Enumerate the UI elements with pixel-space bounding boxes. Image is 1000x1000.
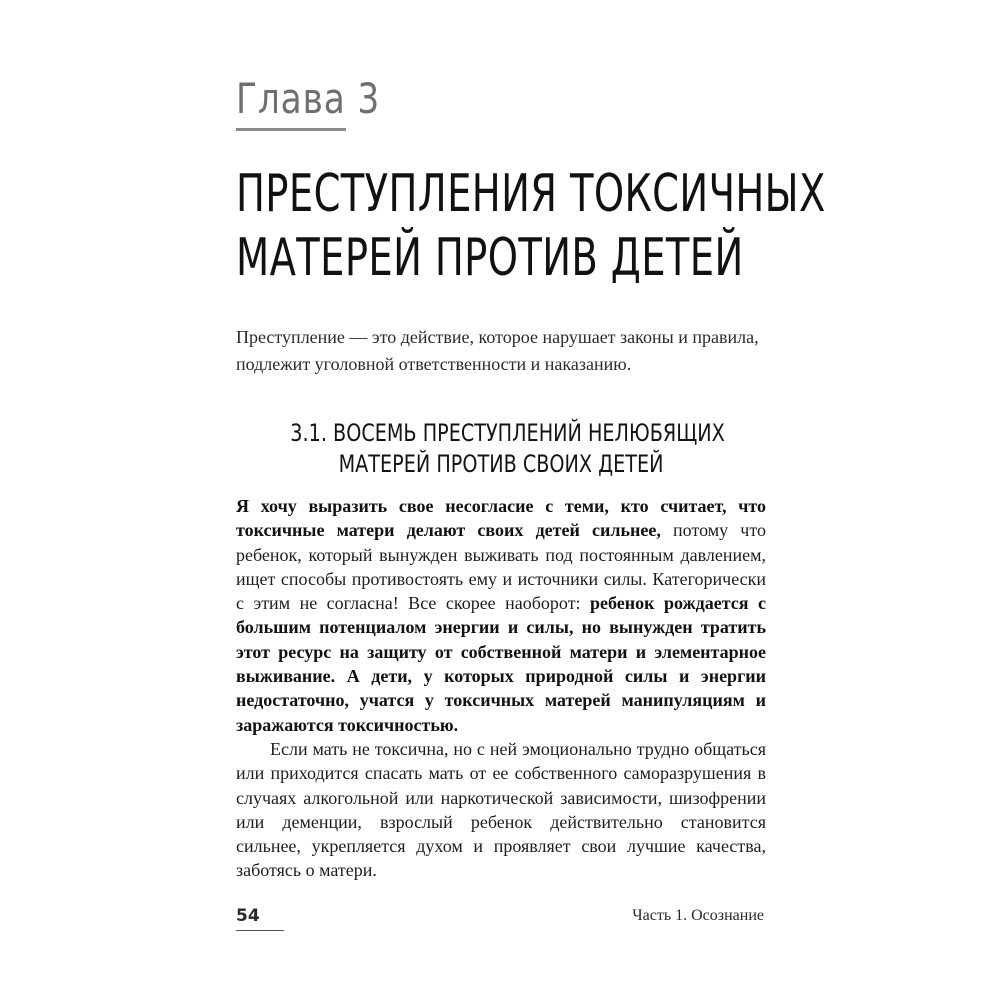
chapter-title (236, 162, 826, 290)
paragraph-1 (236, 494, 766, 737)
running-footer: Часть 1. Осознание (632, 907, 764, 924)
paragraph-1-bold-2: ребенок рождается с большим потенциалом энергии и силы, но вынужден тратить этот ресурс на защиту от собственной матери и элементарное выживание. А дети, у которых природной силы и энергии недостаточно, учатся у токсичных матерей манипуляциям и заражаются токсичностью. (236, 593, 766, 735)
body-text (236, 494, 766, 883)
section-heading (236, 418, 766, 480)
chapter-label-underline (236, 128, 346, 131)
section-heading-line-1: 3.1. ВОСЕМЬ ПРЕСТУПЛЕНИЙ НЕЛЮБЯЩИХ (290, 419, 725, 447)
section-heading-line-2: МАТЕРЕЙ ПРОТИВ СВОИХ ДЕТЕЙ (338, 450, 664, 478)
paragraph-1-bold-1: Я хочу выразить свое несогласие с теми, кто считает, что токсичные матери делают своих детей сильнее, (236, 496, 766, 541)
paragraph-2: Если мать не токсична, но с ней эмоционально трудно общаться или приходится спасать мать от ее собственного саморазрушения в случаях алкогольной или наркотической зависимости, шизофрении или деменции, взрослый ребенок действительно становится сильнее, укрепляется духом и проявляет свои лучшие качества, заботясь о матери. (236, 738, 766, 881)
page-number-rule (236, 930, 284, 931)
chapter-title-line-2: МАТЕРЕЙ ПРОТИВ ДЕТЕЙ (236, 228, 744, 288)
chapter-label: Глава 3 (236, 74, 381, 123)
chapter-intro: Преступление — это действие, которое нарушает законы и правила, подлежит уголовной ответственности и наказанию. (236, 327, 759, 374)
paragraph-1-text-1: потому что ребенок, который вынужден выживать под постоянным давлением, ищет способы противостоять ему и источники силы. Категорически с этим не согласна! Все скорее наоборот: (236, 520, 766, 614)
page-number: 54 (236, 906, 260, 926)
chapter-title-line-1: ПРЕСТУПЛЕНИЯ ТОКСИЧНЫХ (236, 164, 826, 224)
